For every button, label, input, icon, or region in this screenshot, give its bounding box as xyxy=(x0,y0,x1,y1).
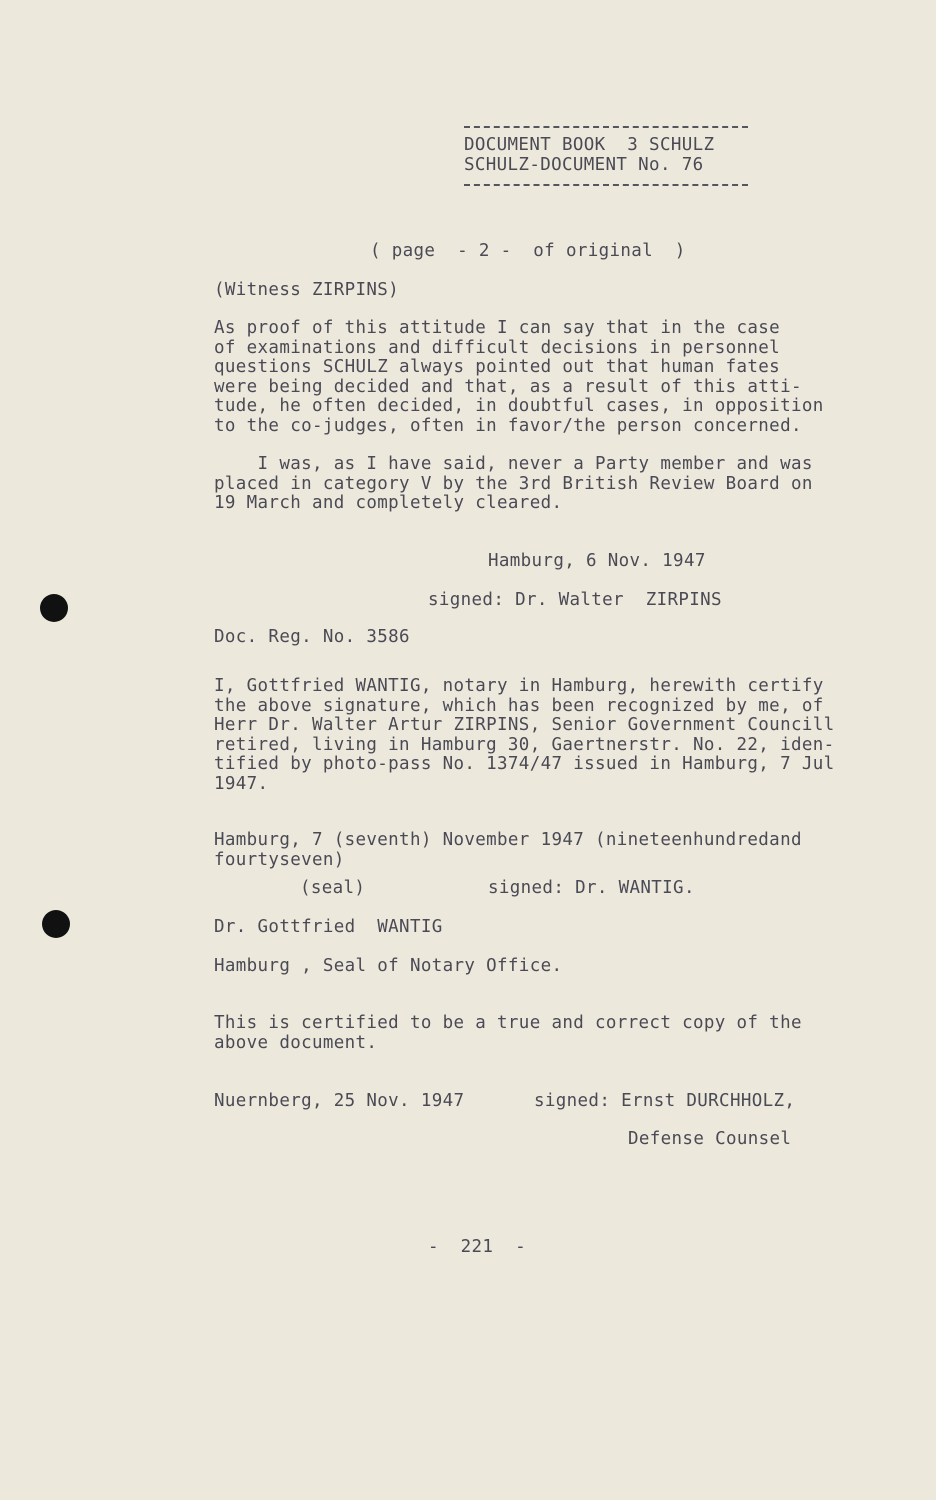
text-line: Hamburg, 7 (seventh) November 1947 (nineteenhundredand xyxy=(214,830,802,850)
text-line: tified by photo-pass No. 1374/47 issued in Hamburg, 7 Jul xyxy=(214,754,835,774)
doc-reg-number: Doc. Reg. No. 3586 xyxy=(214,627,410,647)
place-date: Hamburg, 6 Nov. 1947 xyxy=(488,551,706,571)
punch-hole-bottom xyxy=(42,910,70,938)
signature-durchholz: signed: Ernst DURCHHOLZ, xyxy=(534,1091,796,1111)
text-line: This is certified to be a true and correct copy of the xyxy=(214,1013,802,1033)
true-copy-statement xyxy=(214,1014,802,1053)
signature-zirpins: signed: Dr. Walter ZIRPINS xyxy=(428,590,722,610)
page-note: ( page - 2 - of original ) xyxy=(370,241,686,261)
text-line: above document. xyxy=(214,1032,378,1053)
punch-hole-top xyxy=(40,594,68,622)
nuernberg-date: Nuernberg, 25 Nov. 1947 xyxy=(214,1091,465,1111)
text-line: to the co-judges, often in favor/the person concerned. xyxy=(214,415,802,436)
seal-of-office: Hamburg , Seal of Notary Office. xyxy=(214,956,563,976)
text-line: placed in category V by the 3rd British Review Board on xyxy=(214,473,813,494)
seal-label: (seal) xyxy=(300,878,366,898)
text-line: of examinations and difficult decisions in personnel xyxy=(214,337,781,358)
header-doc-book: DOCUMENT BOOK 3 SCHULZ xyxy=(464,135,715,155)
header-doc-number: SCHULZ-DOCUMENT No. 76 xyxy=(464,155,704,175)
signature-wantig: signed: Dr. WANTIG. xyxy=(488,878,695,898)
text-line: Herr Dr. Walter Artur ZIRPINS, Senior Government Councill xyxy=(214,715,835,735)
text-line: 1947. xyxy=(214,773,269,794)
text-line: I, Gottfried WANTIG, notary in Hamburg, herewith certify xyxy=(214,676,824,696)
text-line: retired, living in Hamburg 30, Gaertnerstr. No. 22, iden- xyxy=(214,734,835,755)
notary-date xyxy=(214,831,802,870)
paragraph-certification xyxy=(214,677,835,794)
text-line: As proof of this attitude I can say that in the case xyxy=(214,318,781,338)
text-line: fourtyseven) xyxy=(214,849,345,870)
text-line: I was, as I have said, never a Party member and was xyxy=(214,454,813,474)
text-line: the above signature, which has been recognized by me, of xyxy=(214,695,824,716)
text-line: 19 March and completely cleared. xyxy=(214,493,563,513)
text-line: were being decided and that, as a result of this atti- xyxy=(214,376,802,397)
page-number: - 221 - xyxy=(428,1237,526,1257)
witness-heading: (Witness ZIRPINS) xyxy=(214,280,400,300)
notary-name: Dr. Gottfried WANTIG xyxy=(214,917,443,937)
header-rule-bottom xyxy=(464,184,748,186)
text-line: questions SCHULZ always pointed out that human fates xyxy=(214,357,781,377)
paragraph-party xyxy=(214,455,813,514)
text-line: tude, he often decided, in doubtful cases, in opposition xyxy=(214,396,824,416)
paragraph-attitude xyxy=(214,319,824,436)
header-rule-top xyxy=(464,126,748,128)
defense-counsel: Defense Counsel xyxy=(628,1129,792,1149)
